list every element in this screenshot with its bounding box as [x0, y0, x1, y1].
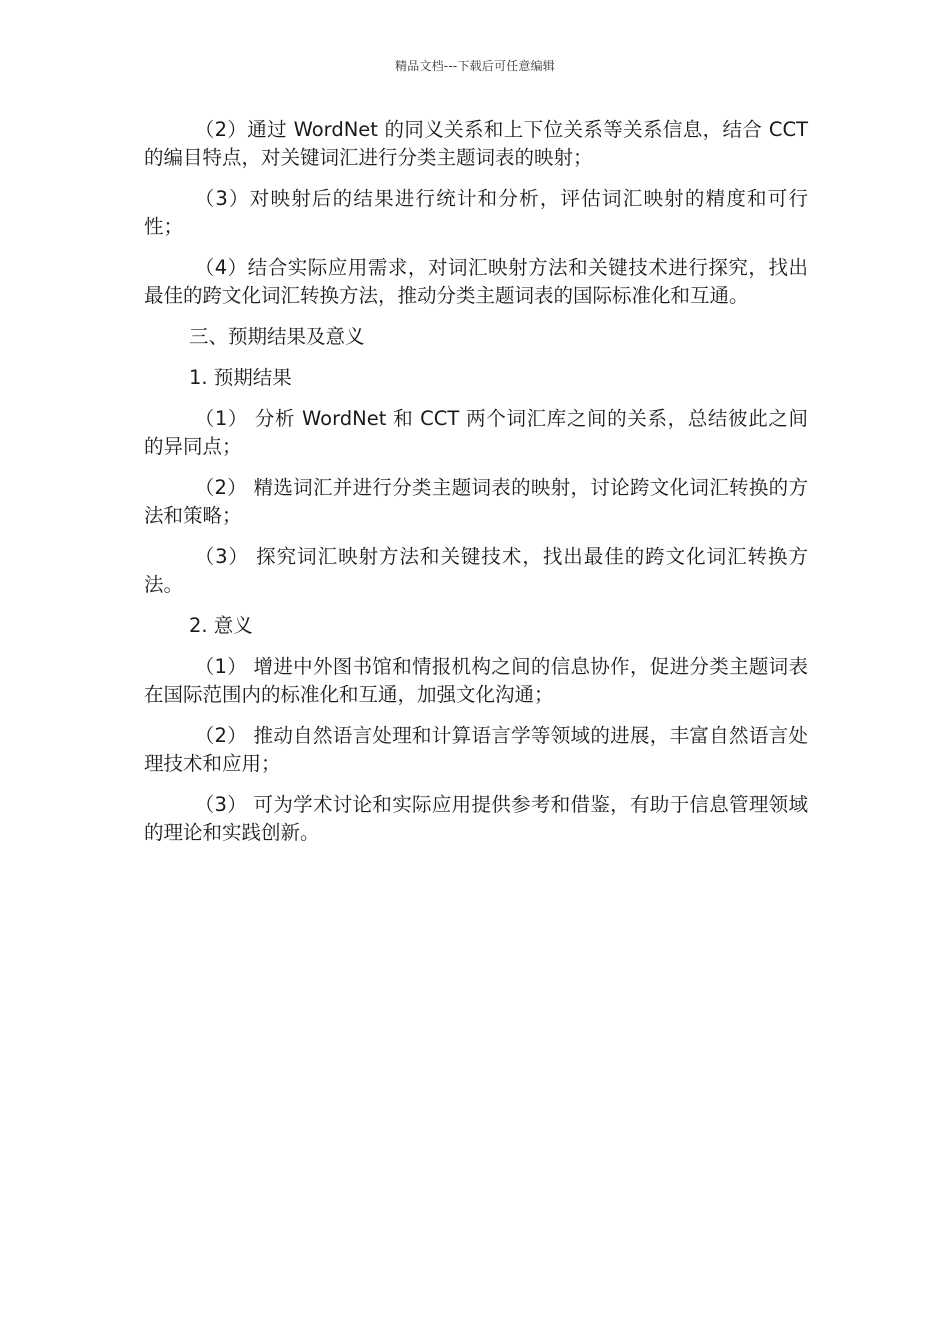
paragraph-result-3: （3） 探究词汇映射方法和关键技术，找出最佳的跨文化词汇转换方法。	[144, 545, 808, 596]
paragraph-goal-3: （3）对映射后的结果进行统计和分析，评估词汇映射的精度和可行性；	[144, 187, 808, 238]
section-heading-expected-results: 三、预期结果及意义	[189, 325, 365, 348]
paragraph-significance-3: （3） 可为学术讨论和实际应用提供参考和借鉴，有助于信息管理领域的理论和实践创新。	[144, 793, 808, 844]
paragraph-significance-2: （2） 推动自然语言处理和计算语言学等领域的进展，丰富自然语言处理技术和应用；	[144, 724, 808, 775]
subheading-expected-results: 1. 预期结果	[189, 366, 292, 389]
paragraph-result-1: （1） 分析 WordNet 和 CCT 两个词汇库之间的关系，总结彼此之间的异同点；	[144, 407, 808, 458]
subheading-significance: 2. 意义	[189, 614, 253, 637]
paragraph-result-2: （2） 精选词汇并进行分类主题词表的映射，讨论跨文化词汇转换的方法和策略；	[144, 476, 808, 527]
paragraph-significance-1: （1） 增进中外图书馆和情报机构之间的信息协作，促进分类主题词表在国际范围内的标准化和互通，加强文化沟通；	[144, 655, 808, 706]
document-body	[144, 116, 808, 860]
page-header: 精品文档---下载后可任意编辑	[395, 59, 555, 73]
paragraph-goal-4: （4）结合实际应用需求，对词汇映射方法和关键技术进行探究，找出最佳的跨文化词汇转换方法，推动分类主题词表的国际标准化和互通。	[144, 256, 808, 307]
paragraph-goal-2: （2）通过 WordNet 的同义关系和上下位关系等关系信息，结合 CCT 的编目特点，对关键词汇进行分类主题词表的映射；	[144, 118, 808, 169]
